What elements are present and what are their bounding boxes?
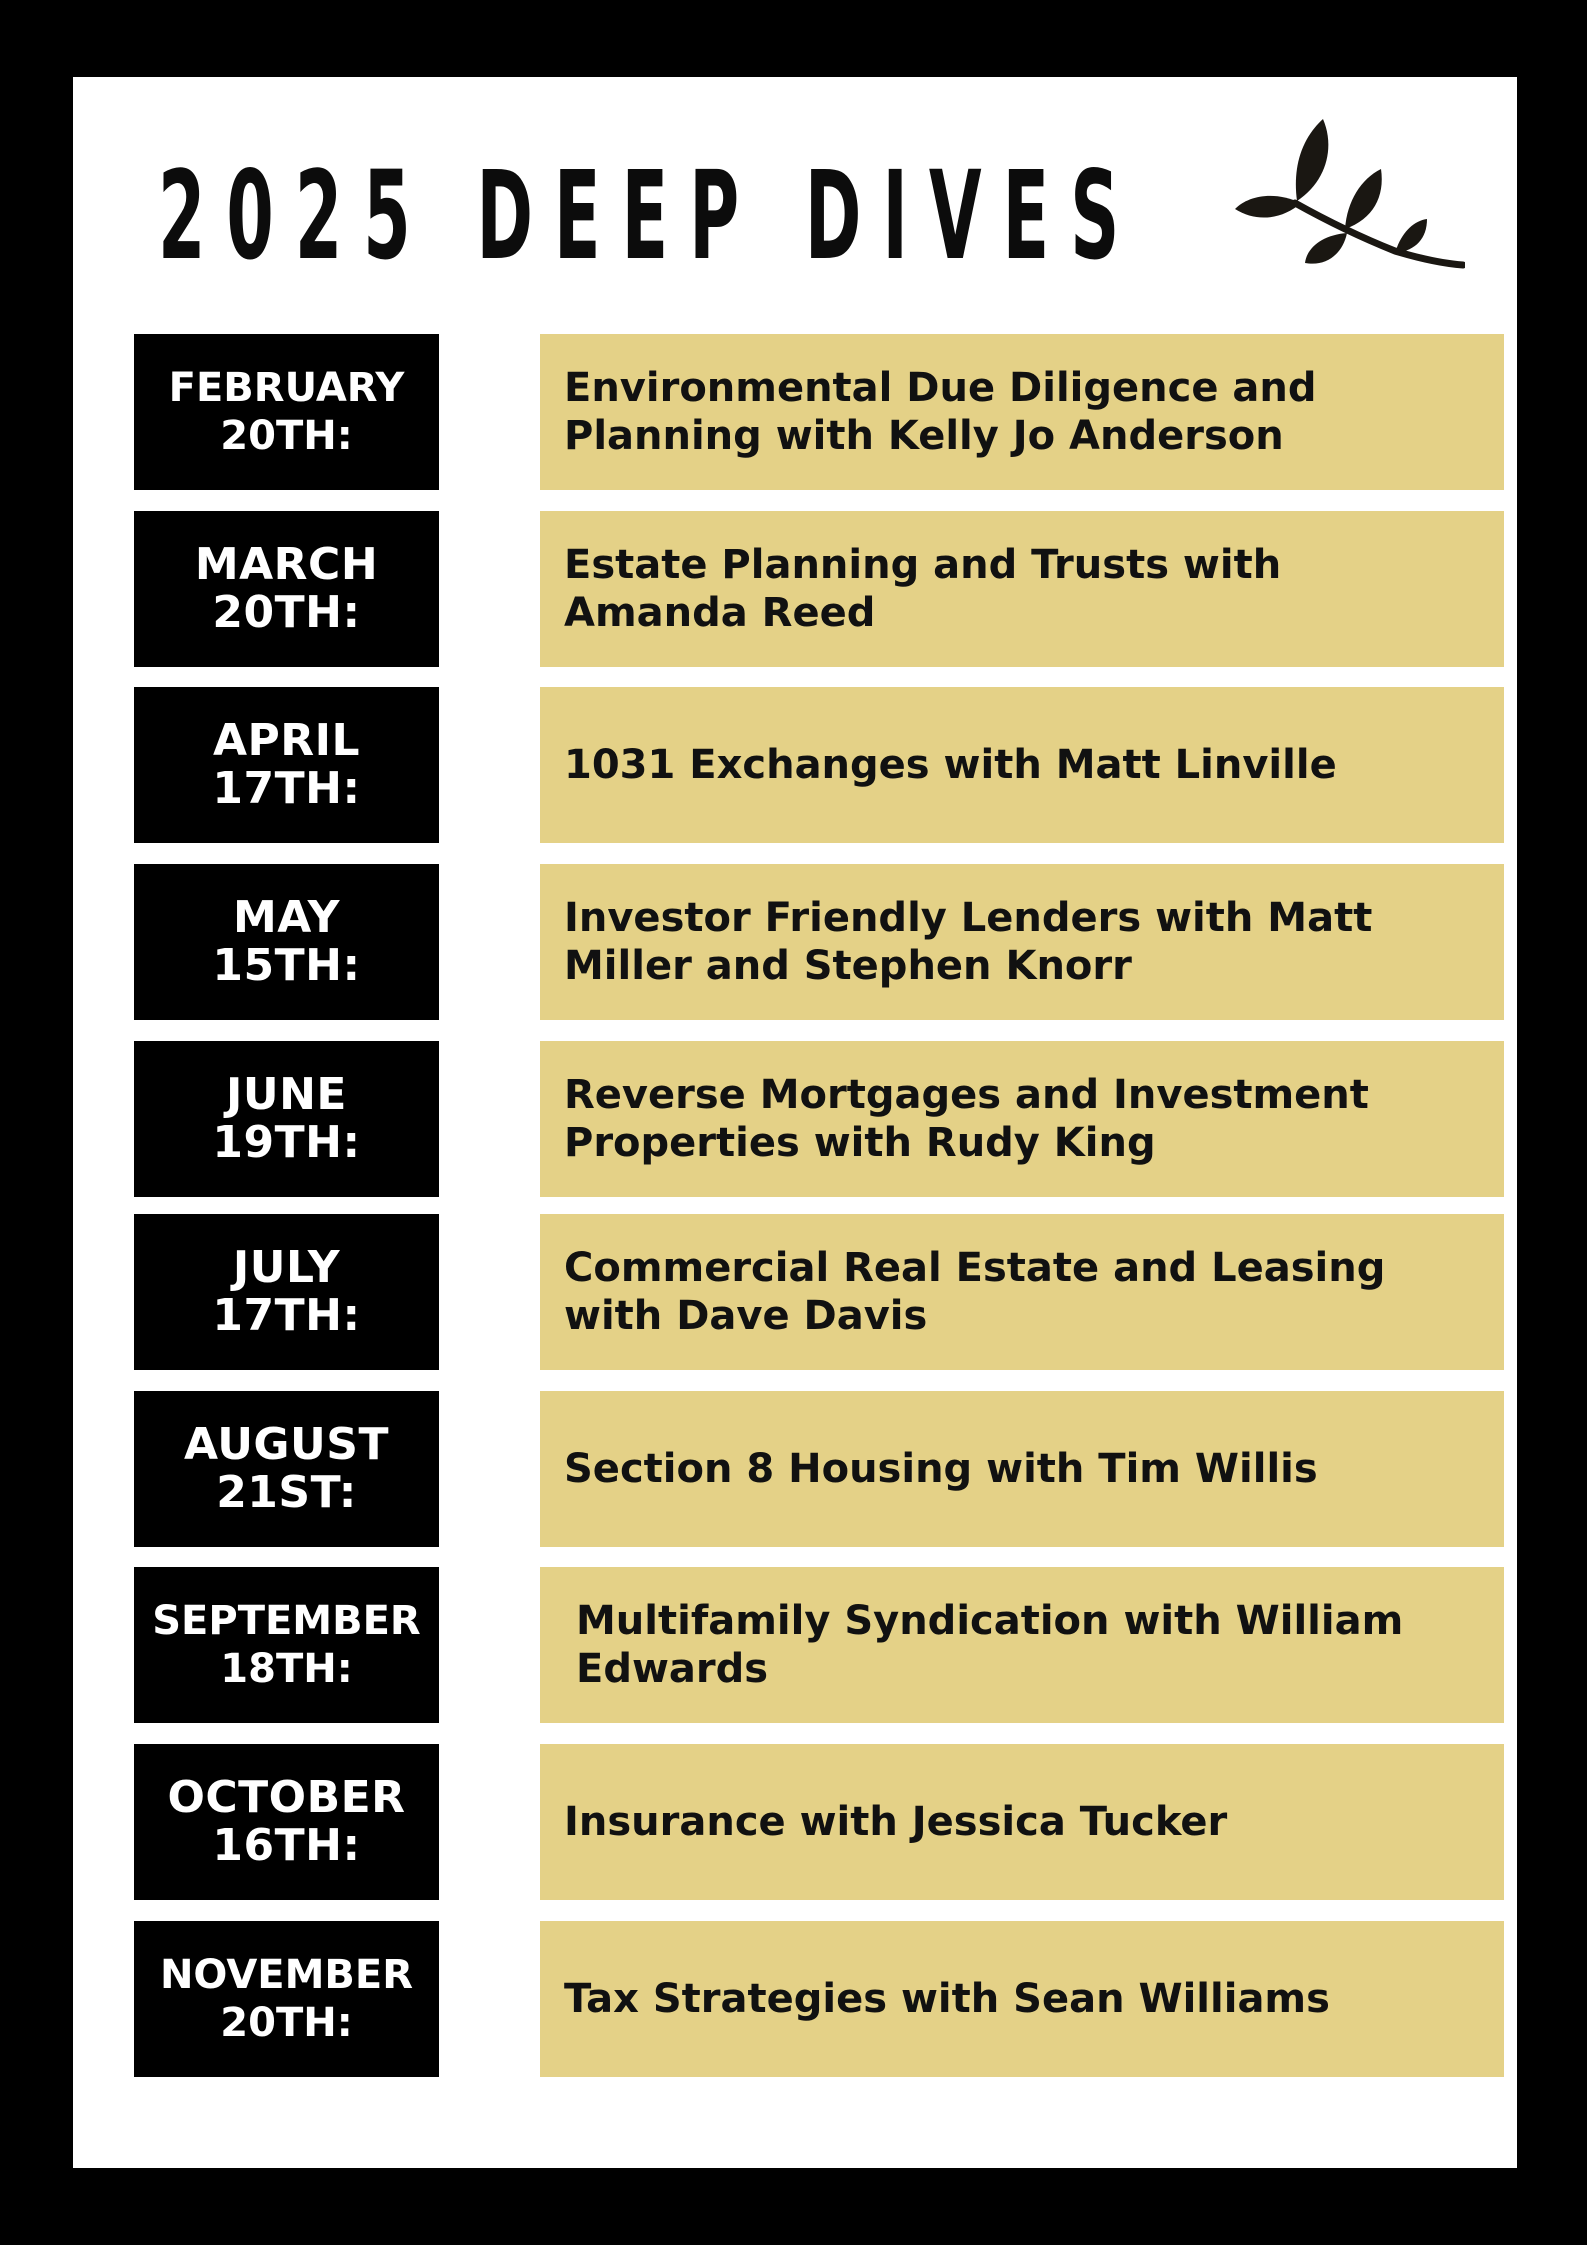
date-month: FEBRUARY (168, 365, 405, 411)
date-box (134, 1921, 439, 2077)
topic-text: Reverse Mortgages and Investment Properties with Rudy King (564, 1072, 1369, 1166)
date-day: 19TH: (212, 1117, 361, 1168)
date-box (134, 864, 439, 1020)
leaf-sprig-icon (1235, 111, 1465, 281)
date-month: JUNE (226, 1069, 347, 1120)
topic-text: Section 8 Housing with Tim Willis (564, 1446, 1318, 1492)
topic-box (540, 687, 1504, 843)
date-box (134, 687, 439, 843)
date-month: MAY (233, 892, 340, 943)
schedule-row (134, 1567, 1440, 1723)
schedule-row (134, 1744, 1440, 1900)
date-day: 21ST: (216, 1467, 357, 1518)
topic-box (540, 511, 1504, 667)
schedule-row (134, 511, 1440, 667)
topic-text: Tax Strategies with Sean Williams (564, 1976, 1330, 2022)
date-box (134, 511, 439, 667)
date-month: SEPTEMBER (152, 1598, 421, 1644)
topic-text: Commercial Real Estate and Leasing with Dave Davis (564, 1245, 1386, 1339)
date-day: 20TH: (220, 413, 353, 459)
date-day: 17TH: (212, 1290, 361, 1341)
date-day: 18TH: (220, 1646, 353, 1692)
date-box (134, 334, 439, 490)
topic-text: Insurance with Jessica Tucker (564, 1799, 1228, 1845)
date-box (134, 1744, 439, 1900)
date-day: 17TH: (212, 763, 361, 814)
date-month: JULY (232, 1242, 341, 1293)
date-box (134, 1391, 439, 1547)
date-day: 16TH: (212, 1820, 361, 1871)
date-day: 15TH: (212, 940, 361, 991)
date-month: MARCH (194, 539, 379, 590)
schedule-row (134, 334, 1440, 490)
date-month: AUGUST (184, 1419, 389, 1470)
topic-text: Multifamily Syndication with William Edwards (576, 1598, 1404, 1692)
date-box (134, 1214, 439, 1370)
topic-box (540, 1214, 1504, 1370)
topic-box (540, 864, 1504, 1020)
topic-text: 1031 Exchanges with Matt Linville (564, 742, 1337, 788)
date-day: 20TH: (220, 2000, 353, 2046)
date-month: NOVEMBER (159, 1952, 414, 1998)
date-day: 20TH: (212, 587, 361, 638)
schedule-row (134, 1214, 1440, 1370)
topic-box (540, 1744, 1504, 1900)
topic-text: Environmental Due Diligence and Planning with Kelly Jo Anderson (564, 365, 1317, 459)
date-box (134, 1567, 439, 1723)
topic-box (540, 1567, 1504, 1723)
date-month: OCTOBER (167, 1772, 406, 1823)
page-title: 2025 DEEP DIVES (158, 145, 1141, 287)
topic-box (540, 334, 1504, 490)
schedule-row (134, 1391, 1440, 1547)
schedule-row (134, 1921, 1440, 2077)
date-box (134, 1041, 439, 1197)
topic-box (540, 1041, 1504, 1197)
schedule-row (134, 687, 1440, 843)
topic-box (540, 1391, 1504, 1547)
date-month: APRIL (212, 715, 361, 766)
topic-box (540, 1921, 1504, 2077)
topic-text: Investor Friendly Lenders with Matt Miller and Stephen Knorr (564, 895, 1373, 989)
schedule-row (134, 864, 1440, 1020)
schedule-row (134, 1041, 1440, 1197)
topic-text: Estate Planning and Trusts with Amanda Reed (564, 542, 1282, 636)
